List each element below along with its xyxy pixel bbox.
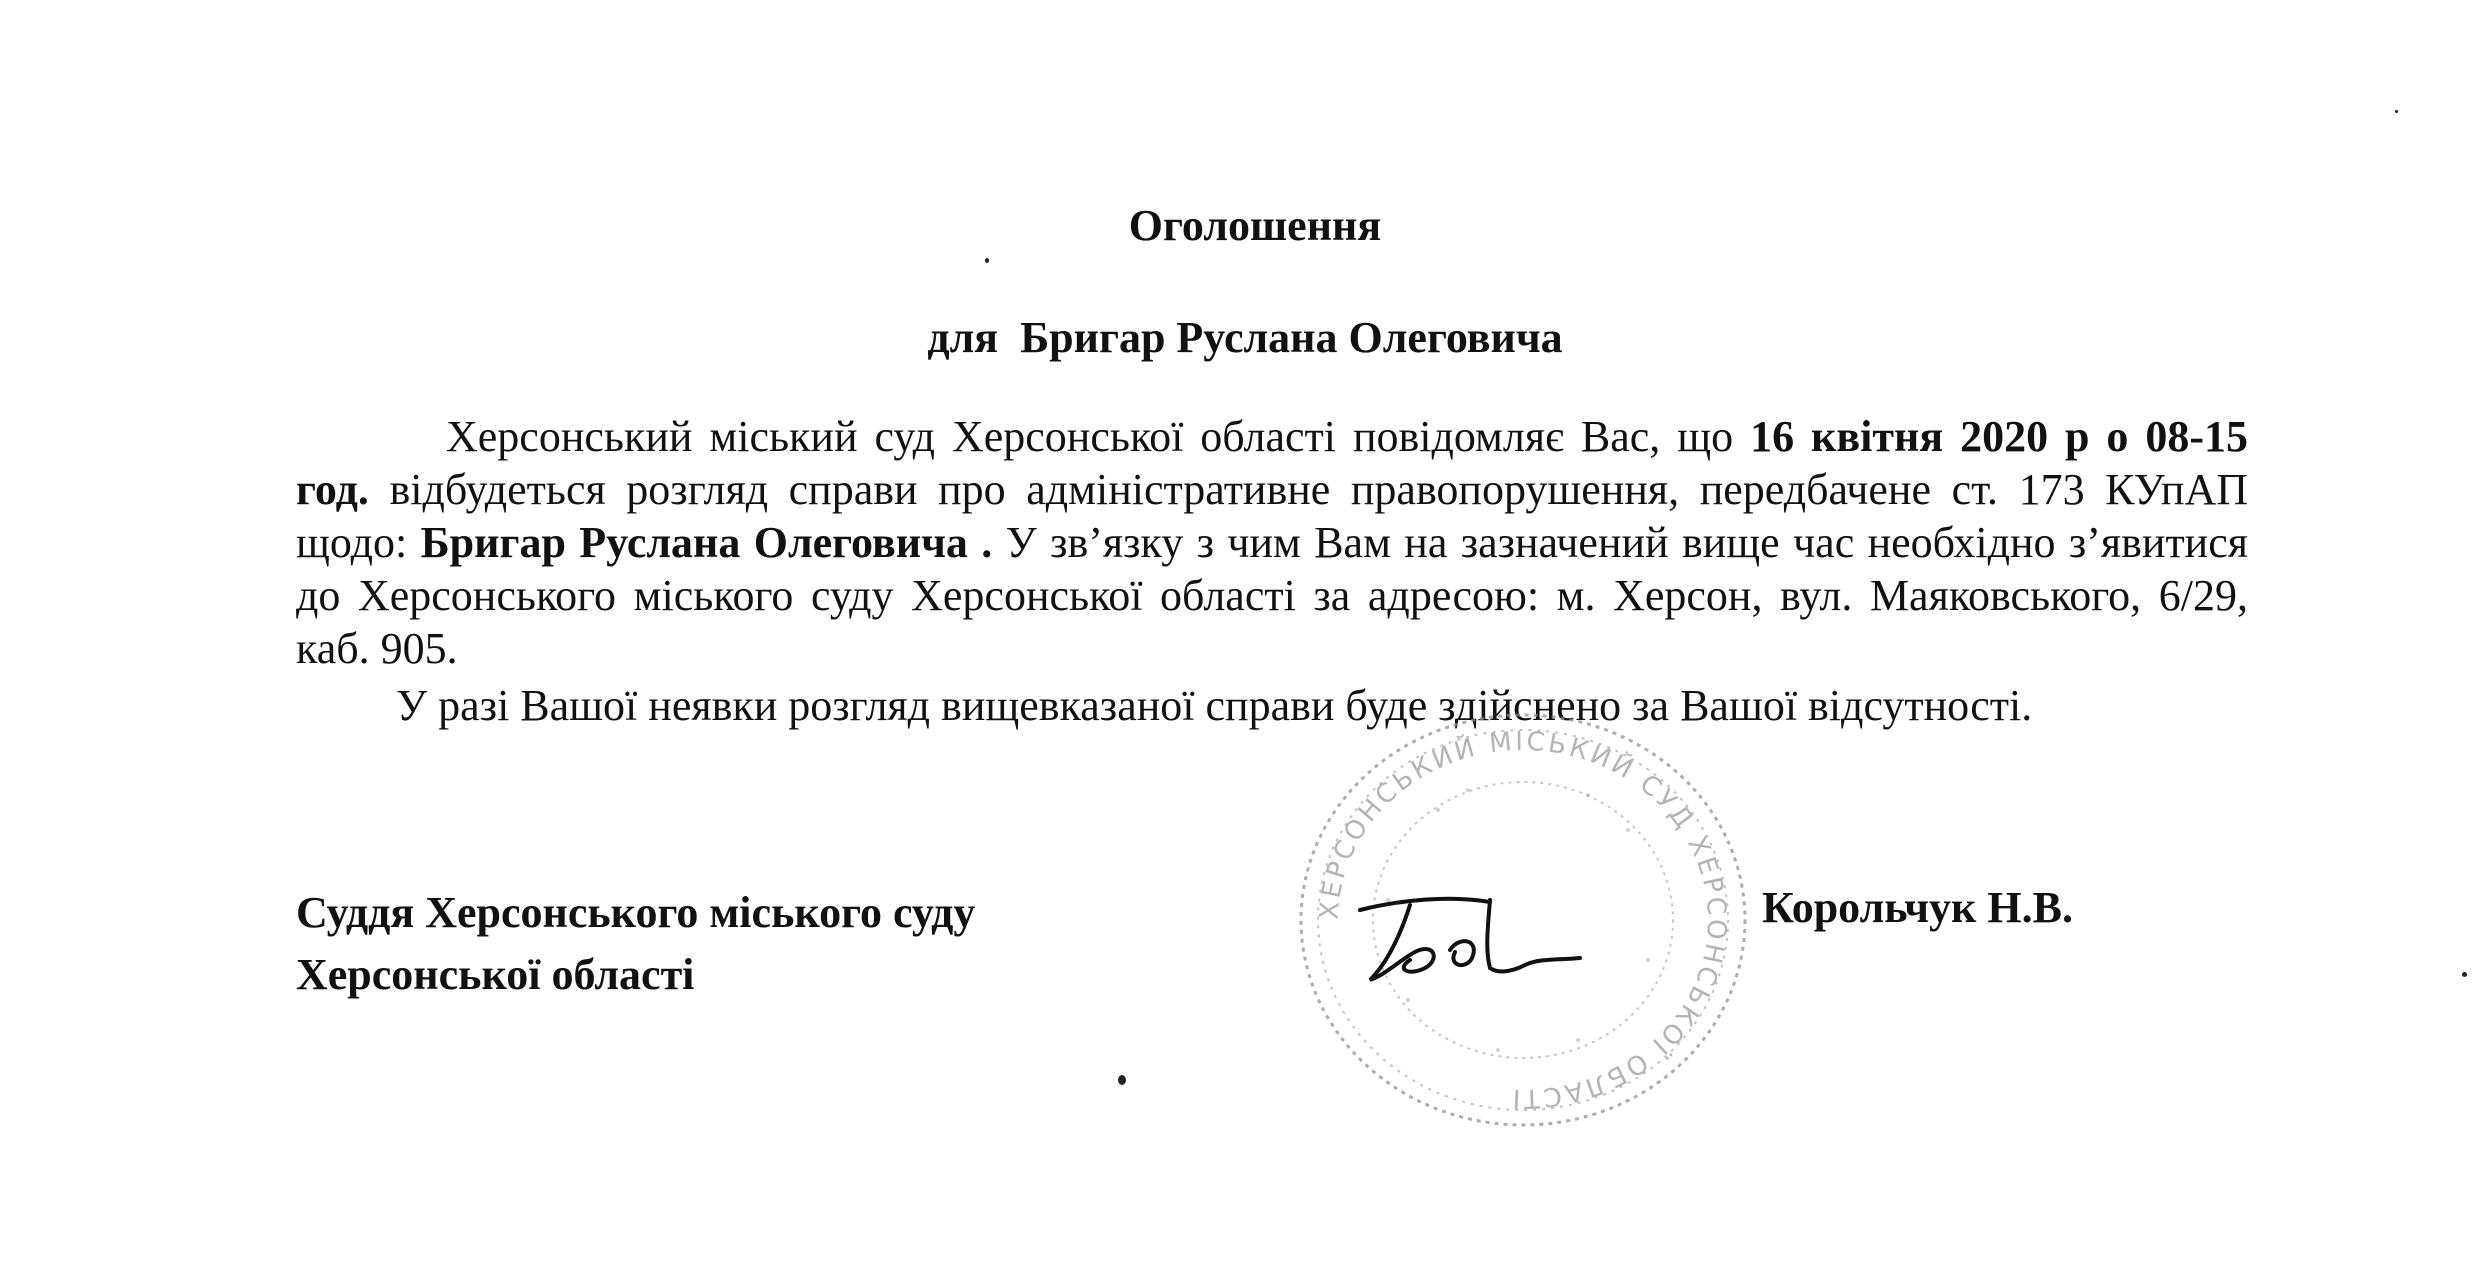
judge-position-line1: Суддя Херсонського міського суду: [296, 888, 976, 937]
absence-paragraph: У разі Вашої неявки розгляд вищевказаної справи буде здійснено за Вашої відсутності.: [396, 681, 2033, 730]
addressee-prefix: для: [927, 313, 999, 362]
scan-speck: [985, 258, 989, 263]
defendant-name: Бригар Руслана Олеговича .: [420, 518, 993, 567]
addressee-line: [10, 312, 2480, 363]
notice-paragraph: [296, 410, 2248, 675]
notice-text-part2: відбудеться розгляд справи про адміністративне правопорушення, передбачене ст. 173 КУпАП щодо:: [296, 465, 2248, 567]
judge-position-line2: Херсонської області: [296, 950, 695, 999]
handwritten-signature-icon: [1340, 880, 1600, 1000]
scan-speck: [2462, 972, 2467, 977]
judge-name: Корольчук Н.В.: [1762, 883, 2073, 932]
notice-text-part3: У зв’язку з чим Вам на зазначений вище час необхідно з’явитися до Херсонського міського суду Херсонської області за адресою: м. Херсон, вул. Маяковського, 6/29, каб. 905.: [296, 518, 2248, 673]
judge-position: [296, 882, 975, 1006]
addressee-name: Бригар Руслана Олеговича: [1020, 313, 1563, 362]
document-title: Оголошення: [1128, 201, 1382, 250]
scan-speck: [2395, 110, 2398, 113]
document-body: [296, 410, 2248, 737]
hearing-date-time: 16 квітня 2020 р о 08-15 год.: [296, 412, 2249, 514]
svg-text:ХЕРСОНСЬКИЙ МІСЬКИЙ СУД ХЕРСОН: ХЕРСОНСЬКИЙ МІСЬКИЙ СУД ХЕРСОНСЬКОЇ ОБЛАСТІ: [1314, 726, 1732, 1114]
scan-speck: [1118, 1075, 1126, 1085]
notice-text-part1: Херсонський міський суд Херсонської області повідомляє Вас, що: [446, 412, 1751, 461]
